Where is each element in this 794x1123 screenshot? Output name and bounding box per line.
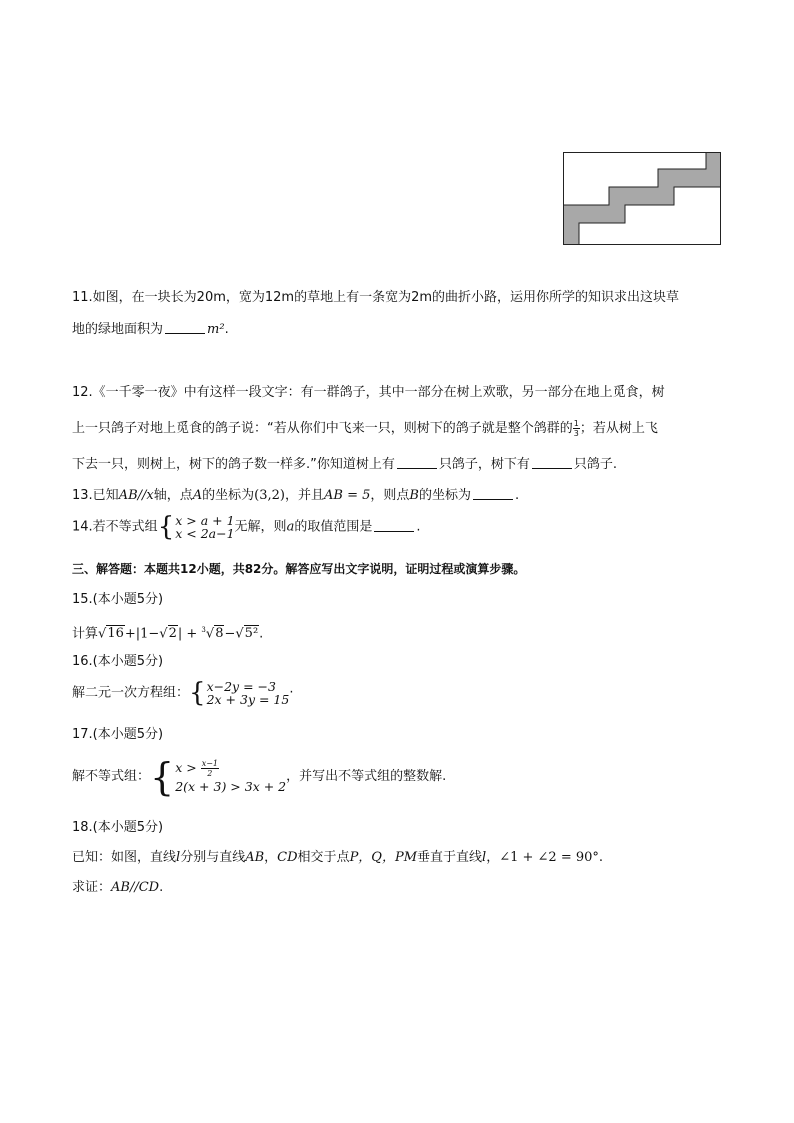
question-12-line1: 12.《一千零一夜》中有这样一段文字：有一群鸽子，其中一部分在树上欢歌，另一部分在地上觅食，树 bbox=[72, 385, 665, 400]
question-18-given: 已知：如图，直线l分别与直线AB，CD相交于点P，Q，PM垂直于直线l，∠1 + ∠2 = 90°. bbox=[72, 850, 604, 865]
system-brace: { bbox=[157, 512, 175, 542]
grass-path-figure bbox=[563, 152, 722, 246]
section-3-heading: 三、解答题：本题共12小题，共82分。解答应写出文字说明，证明过程或演算步骤。 bbox=[72, 562, 526, 576]
answer-blank[interactable] bbox=[397, 456, 437, 469]
system-brace: { bbox=[150, 754, 175, 799]
question-12-line2: 上一只鸽子对地上觅食的鸽子说：“若从你们中飞来一只，则树下的鸽子就是整个鸽群的 $\frac{1}{3}$ ；若从树上飞 bbox=[72, 419, 658, 438]
question-15-heading: 15.(本小题5分) bbox=[72, 592, 164, 607]
question-18-heading: 18.(本小题5分) bbox=[72, 820, 164, 835]
question-11-line2: 地的绿地面积为 m². bbox=[72, 322, 229, 337]
question-12-line3: 下去一只，则树上，树下的鸽子数一样多.”你知道树上有 只鸽子，树下有 只鸽子. bbox=[72, 457, 618, 472]
question-14: 14.若不等式组{ x > a + 1 x < 2a−1 无解，则a的取值范围是 . bbox=[72, 512, 421, 542]
answer-blank[interactable] bbox=[374, 519, 414, 532]
question-17-body: 解不等式组：{ x > $\frac{x-1}{2}$ 2(x + 3) > 3x + 2 ，并写出不等式组的整数解. bbox=[72, 754, 447, 799]
system-brace: { bbox=[189, 678, 206, 708]
question-16-body: 解二元一次方程组：{ x−2y = −3 2x + 3y = 15 · bbox=[72, 678, 294, 708]
fraction-one-third: $\frac{1}{3}$ bbox=[573, 419, 579, 438]
question-15-body: 计算√16+|1−√2| + $^3$√8−√5². bbox=[72, 626, 264, 642]
answer-blank[interactable] bbox=[473, 487, 513, 500]
answer-blank[interactable] bbox=[532, 456, 572, 469]
question-16-heading: 16.(本小题5分) bbox=[72, 654, 164, 669]
question-11-line1: 11.如图，在一块长为20m，宽为12m的草地上有一条宽为2m的曲折小路，运用你所学的知识求出这块草 bbox=[72, 290, 680, 305]
answer-blank[interactable] bbox=[165, 321, 205, 334]
question-18-prove: 求证：AB//CD. bbox=[72, 880, 164, 895]
question-13: 13.已知AB//x轴，点A的坐标为(3,2)，并且AB = 5，则点B的坐标为 . bbox=[72, 488, 520, 503]
question-17-heading: 17.(本小题5分) bbox=[72, 727, 164, 742]
